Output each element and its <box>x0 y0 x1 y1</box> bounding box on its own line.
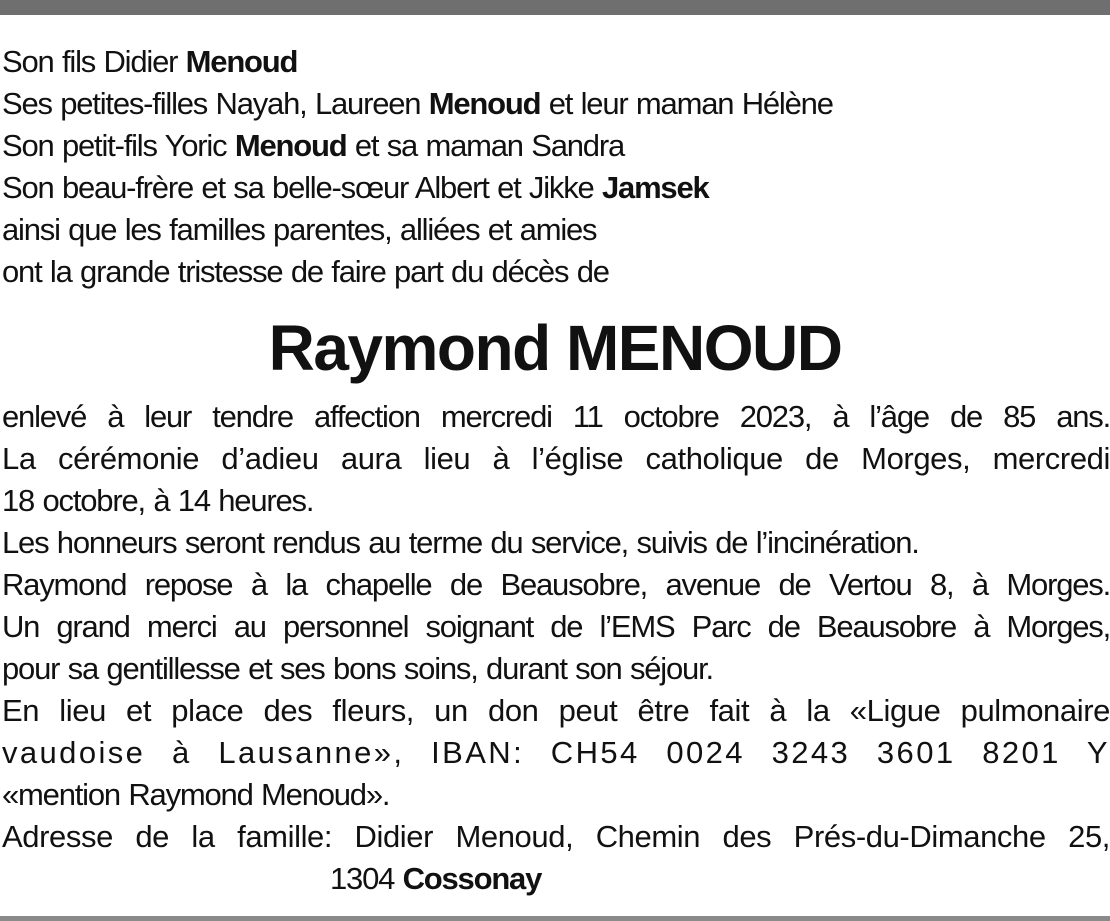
body-line-ceremony: La cérémonie d’adieu aura lieu à l’église catholique de Morges, mercredi <box>2 441 1110 476</box>
bottom-rule <box>0 916 1110 921</box>
body-line-ceremony-date: 18 octobre, à 14 heures. <box>2 483 314 518</box>
body-line-thanks: Un grand merci au personnel soignant de l’EMS Parc de Beausobre à Morges, <box>2 609 1110 644</box>
family-line-son: Son fils Didier Menoud <box>2 44 298 79</box>
family-line-announcement: ont la grande tristesse de faire part du décès de <box>2 254 609 289</box>
body-line-mention: «mention Raymond Menoud». <box>2 777 390 812</box>
body-line-rests: Raymond repose à la chapelle de Beausobre, avenue de Vertou 8, à Morges. <box>2 567 1110 602</box>
announcement-body <box>2 396 1110 900</box>
top-rule <box>0 0 1110 15</box>
body-line-honours: Les honneurs seront rendus au terme du service, suivis de l’incinération. <box>2 525 919 560</box>
family-line-in-laws: Son beau-frère et sa belle-sœur Albert et Jikke Jamsek <box>2 170 709 205</box>
body-line-address: Adresse de la famille: Didier Menoud, Chemin des Prés-du-Dimanche 25, <box>2 819 1110 854</box>
body-line-donation: En lieu et place des fleurs, un don peut être fait à la «Ligue pulmonaire <box>2 693 1110 728</box>
family-line-granddaughters: Ses petites-filles Nayah, Laureen Menoud et leur maman Hélène <box>2 86 833 121</box>
body-line-thanks-cont: pour sa gentillesse et ses bons soins, durant son séjour. <box>2 651 713 686</box>
deceased-name: Raymond MENOUD <box>268 312 842 384</box>
body-line-iban: vaudoise à Lausanne», IBAN: CH54 0024 3243 3601 8201 Y <box>2 735 1110 770</box>
body-line-passing: enlevé à leur tendre affection mercredi 11 octobre 2023, à l’âge de 85 ans. <box>2 399 1110 434</box>
family-line-grandson: Son petit-fils Yoric Menoud et sa maman Sandra <box>2 128 625 163</box>
family-announcement <box>2 41 833 293</box>
body-line-address-city: 1304 Cossonay <box>330 861 542 896</box>
family-line-relatives: ainsi que les familles parentes, alliées et amies <box>2 212 597 247</box>
